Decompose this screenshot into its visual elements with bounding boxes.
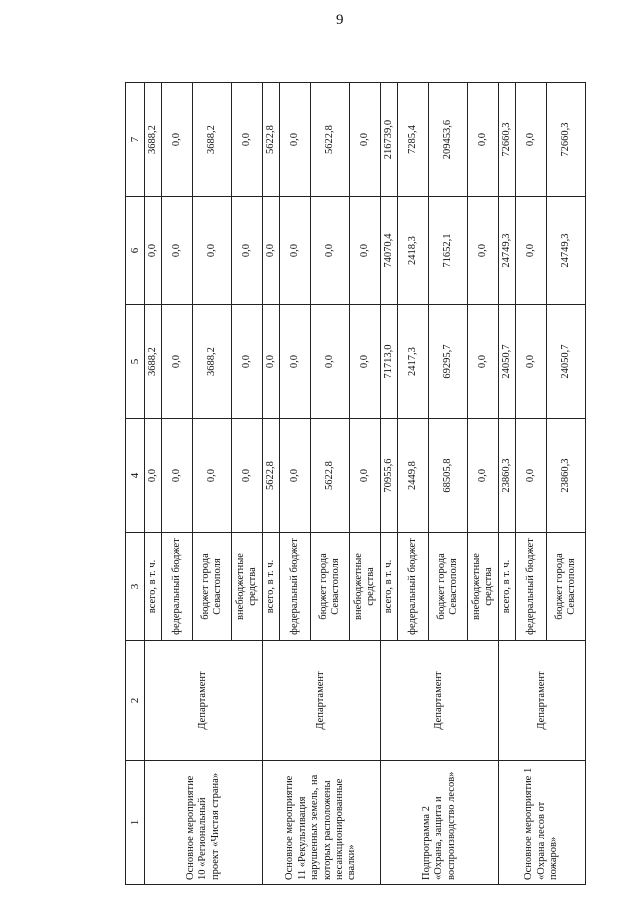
value-cell: 0,0	[468, 305, 499, 419]
value-cell: 0,0	[468, 419, 499, 533]
value-cell: 24050,7	[547, 305, 586, 419]
value-cell: 2418,3	[398, 197, 429, 305]
value-cell: 0,0	[280, 197, 311, 305]
value-cell: 0,0	[263, 305, 280, 419]
funding-source: бюджет города Севастополя	[193, 533, 232, 641]
value-cell: 24050,7	[499, 305, 516, 419]
value-cell: 68505,8	[429, 419, 468, 533]
header-col-6: 6	[126, 197, 145, 305]
value-cell: 71652,1	[429, 197, 468, 305]
value-cell: 24749,3	[547, 197, 586, 305]
header-col-4: 4	[126, 419, 145, 533]
funding-source: федеральный бюджет	[280, 533, 311, 641]
value-cell: 0,0	[516, 197, 547, 305]
value-cell: 0,0	[162, 305, 193, 419]
funding-source: внебюджетные средства	[468, 533, 499, 641]
value-cell: 0,0	[193, 197, 232, 305]
header-col-1: 1	[126, 761, 145, 885]
funding-source: федеральный бюджет	[398, 533, 429, 641]
value-cell: 5622,8	[263, 419, 280, 533]
executor: Департамент	[145, 641, 263, 761]
table-row	[499, 83, 516, 885]
value-cell: 209453,6	[429, 83, 468, 197]
funding-source: внебюджетные средства	[232, 533, 263, 641]
value-cell: 24749,3	[499, 197, 516, 305]
funding-source: федеральный бюджет	[162, 533, 193, 641]
value-cell: 0,0	[350, 83, 381, 197]
value-cell: 2417,3	[398, 305, 429, 419]
value-cell: 0,0	[232, 305, 263, 419]
executor: Департамент	[381, 641, 499, 761]
program-name: Основное мероприятие 1 «Охрана лесов от пожаров»	[499, 761, 586, 885]
value-cell: 0,0	[516, 83, 547, 197]
value-cell: 0,0	[280, 83, 311, 197]
value-cell: 0,0	[350, 305, 381, 419]
value-cell: 72660,3	[499, 83, 516, 197]
funding-source: всего, в т. ч.	[499, 533, 516, 641]
value-cell: 23860,3	[499, 419, 516, 533]
value-cell: 0,0	[516, 305, 547, 419]
value-cell: 0,0	[232, 419, 263, 533]
value-cell: 0,0	[468, 197, 499, 305]
value-cell: 74070,4	[381, 197, 398, 305]
funding-source: всего, в т. ч.	[381, 533, 398, 641]
value-cell: 0,0	[162, 83, 193, 197]
value-cell: 0,0	[193, 419, 232, 533]
value-cell: 0,0	[516, 419, 547, 533]
value-cell: 0,0	[311, 305, 350, 419]
rotated-table-container	[125, 83, 577, 885]
value-cell: 3688,2	[193, 83, 232, 197]
program-name: Подпрограмма 2 «Охрана, защита и воспроизводство лесов»	[381, 761, 499, 885]
value-cell: 0,0	[162, 197, 193, 305]
funding-source: внебюджетные средства	[350, 533, 381, 641]
funding-source: бюджет города Севастополя	[429, 533, 468, 641]
funding-source: всего, в т. ч.	[145, 533, 162, 641]
table-row	[381, 83, 398, 885]
value-cell: 0,0	[311, 197, 350, 305]
value-cell: 71713,0	[381, 305, 398, 419]
table-row	[263, 83, 280, 885]
value-cell: 0,0	[280, 305, 311, 419]
value-cell: 2449,8	[398, 419, 429, 533]
value-cell: 5622,8	[311, 419, 350, 533]
header-col-3: 3	[126, 533, 145, 641]
program-name: Основное мероприятие 11 «Рекультивация нарушенных земель, на которых расположены несанкционированные свалки»	[263, 761, 381, 885]
value-cell: 23860,3	[547, 419, 586, 533]
program-name: Основное мероприятие 10 «Региональный проект «Чистая страна»	[145, 761, 263, 885]
value-cell: 5622,8	[263, 83, 280, 197]
value-cell: 69295,7	[429, 305, 468, 419]
value-cell: 0,0	[263, 197, 280, 305]
value-cell: 3688,2	[145, 83, 162, 197]
table-row	[145, 83, 162, 885]
executor: Департамент	[499, 641, 586, 761]
page-number: 9	[336, 12, 344, 28]
value-cell: 0,0	[162, 419, 193, 533]
value-cell: 72660,3	[547, 83, 586, 197]
value-cell: 5622,8	[311, 83, 350, 197]
budget-table	[125, 82, 586, 885]
value-cell: 0,0	[232, 197, 263, 305]
value-cell: 7285,4	[398, 83, 429, 197]
value-cell: 0,0	[145, 419, 162, 533]
value-cell: 0,0	[280, 419, 311, 533]
header-row	[126, 83, 145, 885]
header-col-7: 7	[126, 83, 145, 197]
value-cell: 0,0	[145, 197, 162, 305]
value-cell: 0,0	[350, 419, 381, 533]
header-col-5: 5	[126, 305, 145, 419]
executor: Департамент	[263, 641, 381, 761]
value-cell: 3688,2	[145, 305, 162, 419]
header-col-2: 2	[126, 641, 145, 761]
value-cell: 3688,2	[193, 305, 232, 419]
value-cell: 0,0	[468, 83, 499, 197]
funding-source: бюджет города Севастополя	[311, 533, 350, 641]
value-cell: 216739,0	[381, 83, 398, 197]
funding-source: всего, в т. ч.	[263, 533, 280, 641]
value-cell: 70955,6	[381, 419, 398, 533]
funding-source: бюджет города Севастополя	[547, 533, 586, 641]
value-cell: 0,0	[232, 83, 263, 197]
value-cell: 0,0	[350, 197, 381, 305]
funding-source: федеральный бюджет	[516, 533, 547, 641]
